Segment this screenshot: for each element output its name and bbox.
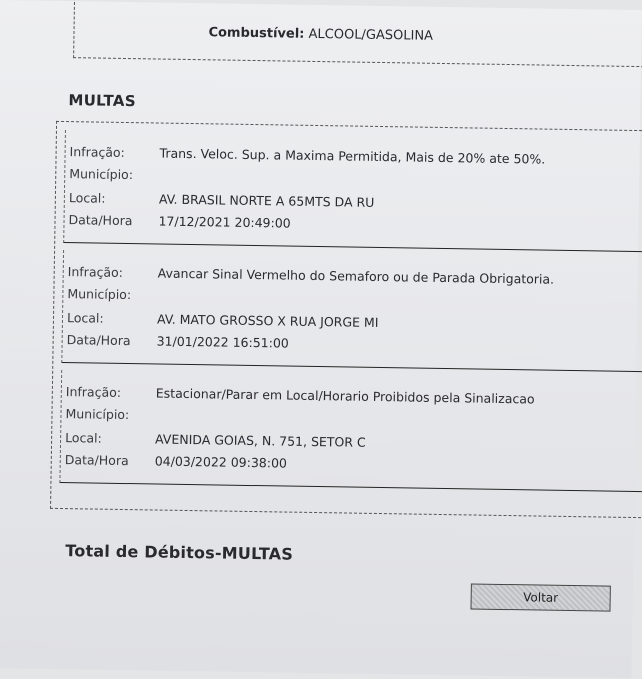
location-value: AV. MATO GROSSO X RUA JORGE MI (157, 312, 379, 330)
infraction-value: Avancar Sinal Vermelho do Semaforo ou de Parada Obrigatoria. (158, 266, 555, 287)
multas-section-title: MULTAS (68, 91, 136, 110)
infraction-label: Infração: (70, 144, 150, 160)
voltar-button[interactable]: Voltar (470, 583, 610, 611)
datetime-value: 31/01/2022 16:51:00 (157, 334, 289, 351)
fine-record (63, 130, 642, 252)
location-label: Local: (65, 430, 145, 446)
datetime-value: 17/12/2021 20:49:00 (158, 214, 290, 231)
infraction-value: Trans. Veloc. Sup. a Maxima Permitida, Mais de 20% ate 50%. (159, 146, 545, 167)
municipality-label: Município: (69, 166, 149, 182)
fine-record (59, 370, 642, 492)
municipality-label: Município: (67, 286, 147, 302)
datetime-value: 04/03/2022 09:38:00 (155, 453, 287, 470)
fines-list (50, 121, 642, 519)
fuel-label: Combustível: (208, 25, 304, 42)
datetime-label: Data/Hora (68, 212, 148, 228)
location-value: AV. BRASIL NORTE A 65MTS DA RU (159, 192, 375, 210)
location-label: Local: (67, 310, 147, 326)
fuel-line (208, 25, 433, 44)
municipality-label: Município: (65, 406, 145, 422)
fine-record (61, 250, 642, 372)
infraction-value: Estacionar/Parar em Local/Horario Proibidos pela Sinalizacao (156, 385, 535, 406)
infraction-label: Infração: (68, 264, 148, 280)
location-value: AVENIDA GOIAS, N. 751, SETOR C (155, 431, 366, 449)
location-label: Local: (69, 190, 149, 206)
datetime-label: Data/Hora (65, 452, 145, 468)
total-debits-title: Total de Débitos-MULTAS (65, 541, 293, 564)
datetime-label: Data/Hora (67, 332, 147, 348)
infraction-label: Infração: (66, 384, 146, 400)
vehicle-info-box (73, 0, 642, 68)
fuel-value: ALCOOL/GASOLINA (308, 27, 433, 44)
